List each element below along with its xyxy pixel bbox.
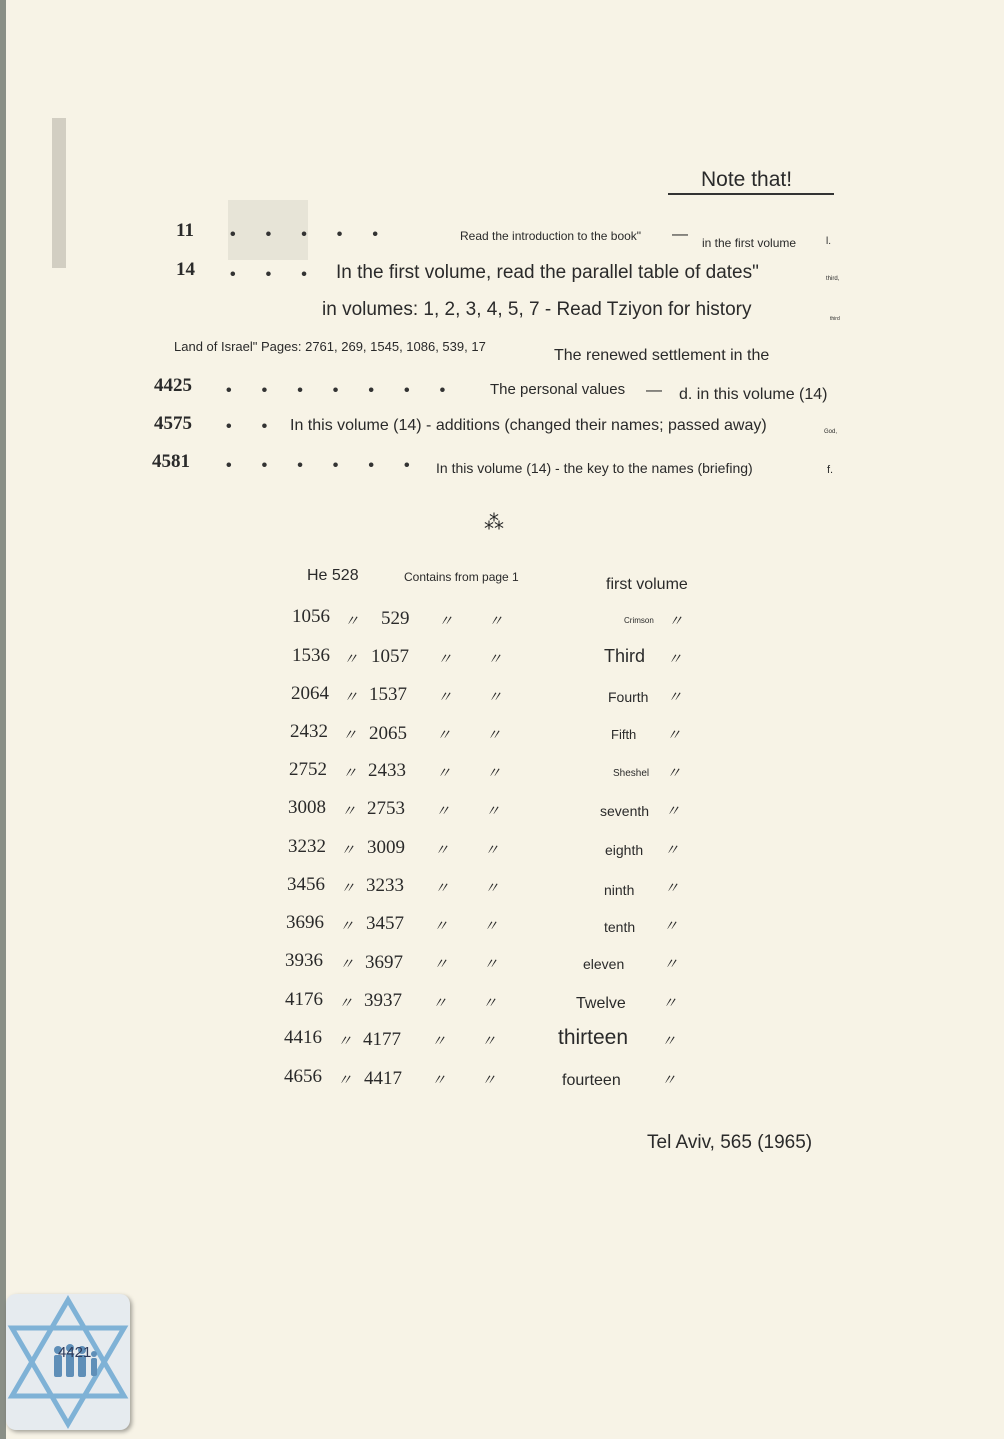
intro-text: In this volume (14) - additions (changed their names; passed away) [290, 417, 767, 434]
intro-text: In this volume (14) - the key to the names (briefing) [436, 460, 753, 476]
ditto-mark: 〃 [666, 727, 682, 744]
ditto-mark: 〃 [341, 803, 357, 820]
page-number: 4575 [154, 413, 192, 434]
ditto-mark: 〃 [344, 613, 360, 630]
volume-name: Fifth [611, 727, 637, 742]
page-number: 11 [176, 220, 194, 241]
start-page: 529 [381, 608, 410, 629]
ditto-mark: 〃 [340, 880, 356, 897]
volume-name: Third [604, 646, 646, 666]
end-page: 3456 [287, 874, 325, 895]
ditto-mark: 〃 [488, 613, 504, 630]
table-header-end-page: He 528 [307, 567, 359, 584]
intro-text: in volumes: 1, 2, 3, 4, 5, 7 - Read Tziyon for history [322, 299, 752, 320]
ditto-mark: 〃 [667, 689, 683, 706]
ditto-mark: 〃 [487, 689, 503, 706]
ditto-mark: 〃 [485, 803, 501, 820]
ditto-mark: 〃 [487, 651, 503, 668]
volume-name: eleven [583, 956, 625, 972]
start-page: 3937 [364, 990, 402, 1011]
end-page: 4176 [285, 989, 323, 1010]
leader-dots: ••• [230, 266, 337, 283]
ditto-mark: 〃 [664, 880, 680, 897]
volume-name: Fourth [608, 689, 649, 705]
volume-name: seventh [600, 803, 650, 819]
ditto-mark: 〃 [432, 995, 448, 1012]
end-page: 1056 [292, 606, 330, 627]
ditto-mark: 〃 [431, 1033, 447, 1050]
volume-name: Sheshel [613, 768, 650, 779]
end-page: 3936 [285, 950, 323, 971]
star-of-david-icon [6, 1294, 130, 1430]
publication-place-date: Tel Aviv, 565 (1965) [647, 1132, 813, 1153]
page-title: Note that! [701, 168, 793, 191]
page-number: 4581 [152, 451, 190, 472]
ditto-mark: 〃 [481, 1033, 497, 1050]
start-page: 3233 [366, 875, 404, 896]
dash: — [646, 382, 662, 399]
margin-marker: third, [826, 276, 840, 282]
ditto-mark: 〃 [665, 803, 681, 820]
scan-speck [52, 118, 66, 268]
intro-source: in the first volume [702, 236, 797, 250]
intro-text: Read the introduction to the book" [460, 229, 642, 243]
intro-text: The renewed settlement in the [554, 347, 770, 364]
archive-logo [6, 1294, 130, 1430]
ditto-mark: 〃 [433, 918, 449, 935]
leader-dots: •• [226, 418, 298, 435]
ditto-mark: 〃 [483, 918, 499, 935]
start-page: 4417 [364, 1068, 402, 1089]
ditto-mark: 〃 [436, 727, 452, 744]
start-page: 1537 [369, 684, 407, 705]
ditto-mark: 〃 [663, 956, 679, 973]
dash: — [672, 226, 688, 243]
end-page: 3008 [288, 797, 326, 818]
ditto-mark: 〃 [662, 995, 678, 1012]
page-binding-edge [0, 0, 6, 1439]
start-page: 3009 [367, 837, 405, 858]
ditto-mark: 〃 [484, 842, 500, 859]
ditto-mark: 〃 [437, 689, 453, 706]
volume-name: ninth [604, 882, 635, 898]
margin-marker: God, [824, 429, 838, 435]
ditto-mark: 〃 [339, 956, 355, 973]
table-header-volume: first volume [606, 576, 688, 593]
ditto-mark: 〃 [434, 880, 450, 897]
volume-name: Twelve [576, 995, 626, 1012]
margin-marker: f. [827, 464, 834, 476]
table-row [292, 606, 330, 628]
table-header-contains: Contains from page 1 [404, 570, 519, 584]
start-page: 1057 [371, 646, 409, 667]
end-page: 2064 [291, 683, 329, 704]
ditto-mark: 〃 [486, 727, 502, 744]
title-underline [668, 193, 834, 195]
ditto-mark: 〃 [337, 1033, 353, 1050]
margin-marker: l. [826, 236, 831, 247]
ditto-mark: 〃 [340, 842, 356, 859]
start-page: 2753 [367, 798, 405, 819]
ditto-mark: 〃 [484, 880, 500, 897]
margin-marker: third [830, 316, 840, 322]
end-page: 4656 [284, 1066, 322, 1087]
ditto-mark: 〃 [667, 651, 683, 668]
ditto-mark: 〃 [437, 651, 453, 668]
ditto-mark: 〃 [661, 1072, 677, 1089]
leader-dots: ••••••• [226, 382, 476, 399]
volume-name: eighth [605, 842, 644, 858]
ditto-mark: 〃 [668, 613, 684, 630]
intro-source: d. in this volume (14) [679, 386, 828, 403]
ditto-mark: 〃 [337, 1072, 353, 1089]
ditto-mark: 〃 [486, 765, 502, 782]
ditto-mark: 〃 [436, 765, 452, 782]
ditto-mark: 〃 [342, 727, 358, 744]
page-number: 14 [176, 259, 195, 280]
ditto-mark: 〃 [482, 995, 498, 1012]
start-page: 2433 [368, 760, 406, 781]
ditto-mark: 〃 [664, 842, 680, 859]
volume-name: tenth [604, 919, 636, 935]
ditto-mark: 〃 [435, 803, 451, 820]
intro-text: The personal values [490, 381, 626, 398]
start-page: 2065 [369, 723, 407, 744]
end-page: 4416 [284, 1027, 322, 1048]
volume-name: fourteen [562, 1072, 621, 1089]
ditto-mark: 〃 [339, 918, 355, 935]
ditto-mark: 〃 [343, 651, 359, 668]
ditto-mark: 〃 [666, 765, 682, 782]
ditto-mark: 〃 [434, 842, 450, 859]
ditto-mark: 〃 [483, 956, 499, 973]
ditto-mark: 〃 [433, 956, 449, 973]
ditto-mark: 〃 [342, 765, 358, 782]
ditto-mark: 〃 [481, 1072, 497, 1089]
leader-dots: ••••• [230, 226, 409, 243]
end-page: 2432 [290, 721, 328, 742]
intro-text: In the first volume, read the parallel table of dates" [336, 262, 759, 283]
end-page: 1536 [292, 645, 330, 666]
ditto-mark: 〃 [661, 1033, 677, 1050]
ditto-mark: 〃 [343, 689, 359, 706]
end-page: 3696 [286, 912, 324, 933]
start-page: 3697 [365, 952, 403, 973]
logo-number: 4421 [58, 1344, 92, 1361]
asterism: ⁂ [484, 512, 504, 534]
ditto-mark: 〃 [663, 918, 679, 935]
volume-name: Crimson [624, 616, 654, 625]
ditto-mark: 〃 [338, 995, 354, 1012]
ditto-mark: 〃 [438, 613, 454, 630]
leader-dots: •••••• [226, 457, 440, 474]
intro-pages: Land of Israel" Pages: 2761, 269, 1545, 1086, 539, 17 [174, 339, 486, 354]
end-page: 3232 [288, 836, 326, 857]
page-number: 4425 [154, 375, 192, 396]
start-page: 4177 [363, 1029, 401, 1050]
end-page: 2752 [289, 759, 327, 780]
volume-name: thirteen [558, 1026, 629, 1049]
start-page: 3457 [366, 913, 404, 934]
ditto-mark: 〃 [431, 1072, 447, 1089]
